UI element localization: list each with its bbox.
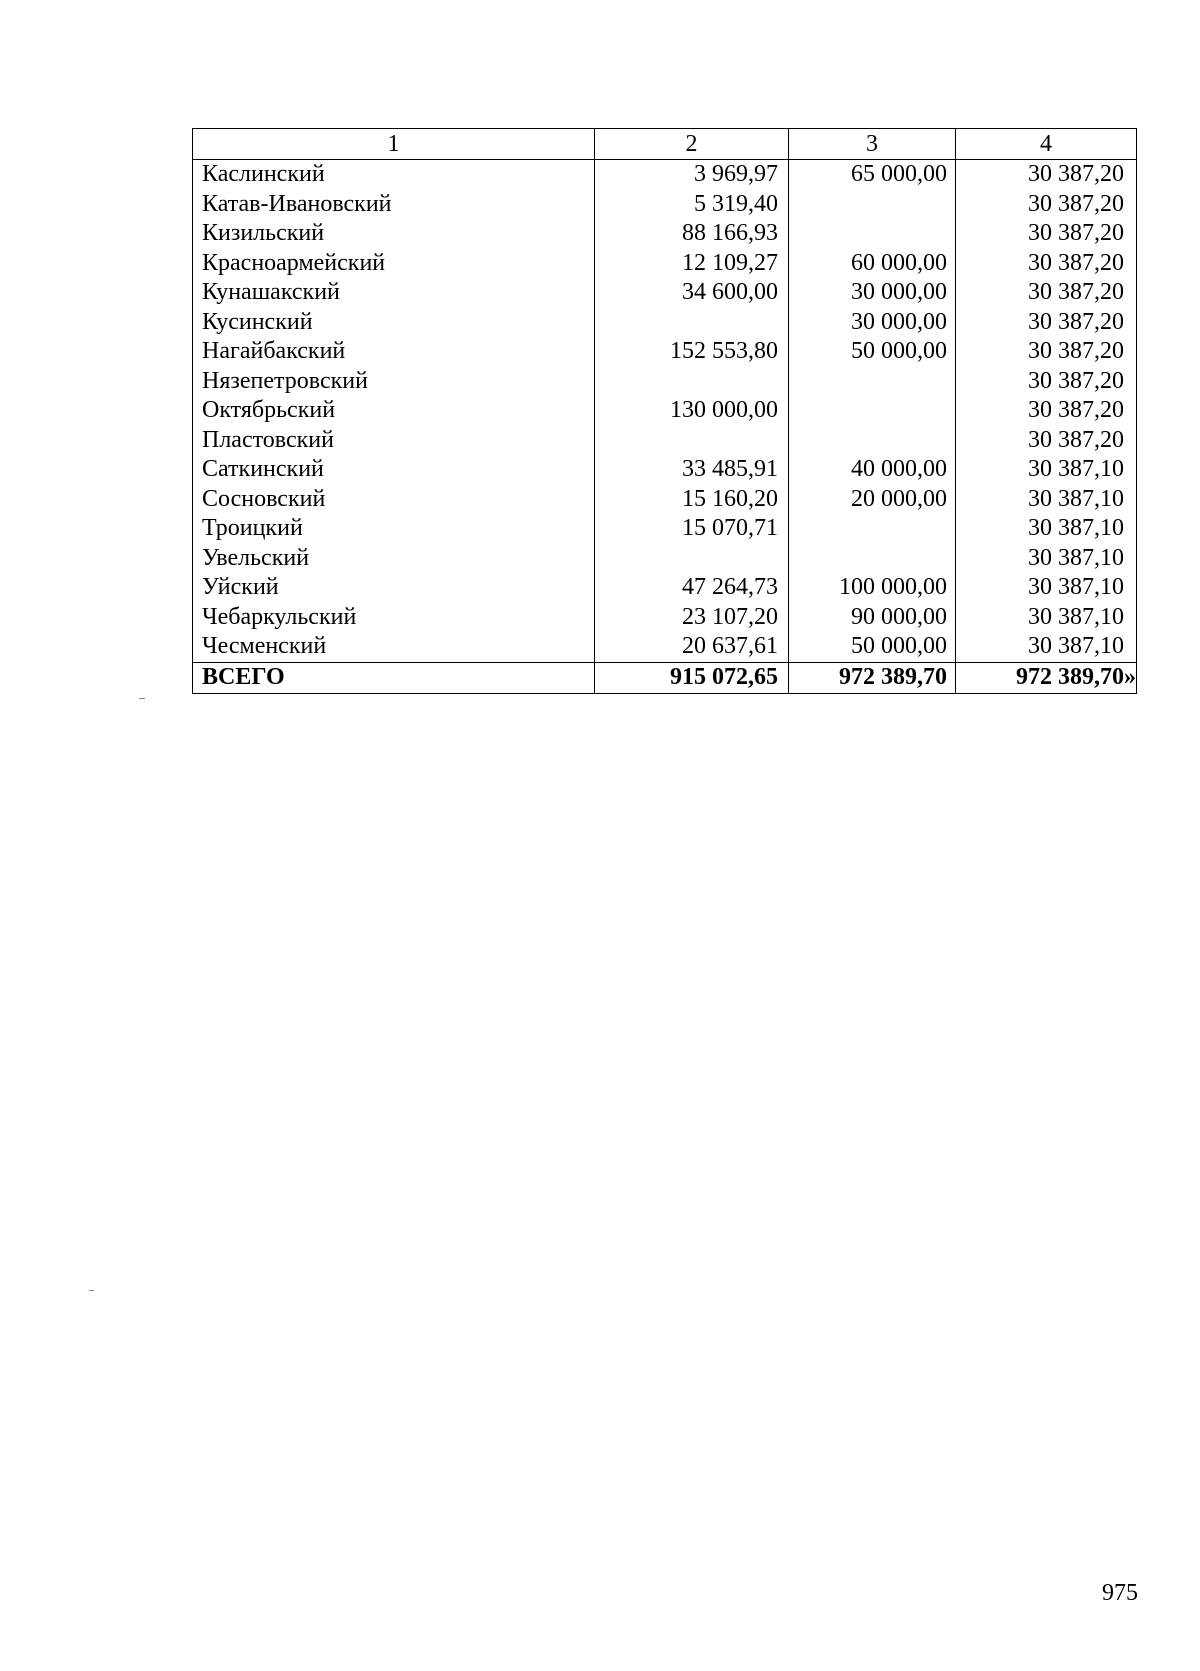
cell-col-3: 30 000,00 xyxy=(789,308,956,338)
cell-col-2: 3 969,97 xyxy=(595,160,789,190)
cell-district: Нязепетровский xyxy=(193,367,595,397)
cell-col-2: 15 160,20 xyxy=(595,485,789,515)
cell-district: Каслинский xyxy=(193,160,595,190)
cell-col-2: 20 637,61 xyxy=(595,632,789,662)
cell-col-4: 30 387,10 xyxy=(956,573,1137,603)
cell-district: Сосновский xyxy=(193,485,595,515)
table-row xyxy=(193,485,1137,515)
total-row xyxy=(193,662,1137,693)
table-row xyxy=(193,278,1137,308)
cell-col-3 xyxy=(789,544,956,574)
cell-district: ВСЕГО xyxy=(193,662,595,693)
cell-col-3: 60 000,00 xyxy=(789,249,956,279)
cell-col-4: 30 387,10 xyxy=(956,455,1137,485)
cell-col-4: 30 387,10 xyxy=(956,603,1137,633)
cell-district: Кунашакский xyxy=(193,278,595,308)
cell-col-4: 30 387,10 xyxy=(956,632,1137,662)
table-body xyxy=(193,160,1137,694)
header-col-2: 2 xyxy=(595,129,789,160)
table-header xyxy=(193,129,1137,160)
cell-district: Кусинский xyxy=(193,308,595,338)
cell-col-4: 30 387,20 xyxy=(956,190,1137,220)
cell-col-4: 30 387,20 xyxy=(956,367,1137,397)
cell-col-2 xyxy=(595,426,789,456)
table-row xyxy=(193,632,1137,662)
cell-district: Катав-Ивановский xyxy=(193,190,595,220)
cell-col-4: 30 387,10 xyxy=(956,514,1137,544)
cell-col-3 xyxy=(789,190,956,220)
cell-col-3: 972 389,70 xyxy=(789,662,956,693)
table-row xyxy=(193,396,1137,426)
cell-col-3: 40 000,00 xyxy=(789,455,956,485)
cell-col-2 xyxy=(595,544,789,574)
cell-col-4: 30 387,20 xyxy=(956,249,1137,279)
header-row xyxy=(193,129,1137,160)
cell-district: Увельский xyxy=(193,544,595,574)
cell-col-4: 30 387,20 xyxy=(956,278,1137,308)
table-row xyxy=(193,544,1137,574)
cell-col-4: 30 387,10 xyxy=(956,544,1137,574)
scan-speck xyxy=(139,698,145,699)
table-row xyxy=(193,426,1137,456)
cell-col-2: 23 107,20 xyxy=(595,603,789,633)
cell-district: Октябрьский xyxy=(193,396,595,426)
cell-col-3: 50 000,00 xyxy=(789,632,956,662)
table-row xyxy=(193,190,1137,220)
table-row xyxy=(193,603,1137,633)
cell-col-2: 12 109,27 xyxy=(595,249,789,279)
cell-col-3: 20 000,00 xyxy=(789,485,956,515)
cell-col-3: 65 000,00 xyxy=(789,160,956,190)
cell-col-2: 34 600,00 xyxy=(595,278,789,308)
cell-col-3: 100 000,00 xyxy=(789,573,956,603)
cell-district: Пластовский xyxy=(193,426,595,456)
cell-district: Троицкий xyxy=(193,514,595,544)
table-row xyxy=(193,249,1137,279)
cell-col-3 xyxy=(789,426,956,456)
table-row xyxy=(193,160,1137,190)
cell-district: Нагайбакский xyxy=(193,337,595,367)
cell-district: Уйский xyxy=(193,573,595,603)
cell-col-4: 30 387,10 xyxy=(956,485,1137,515)
cell-col-2: 88 166,93 xyxy=(595,219,789,249)
data-table xyxy=(192,128,1137,694)
table-row xyxy=(193,337,1137,367)
cell-col-2: 47 264,73 xyxy=(595,573,789,603)
cell-col-2: 5 319,40 xyxy=(595,190,789,220)
table-row xyxy=(193,573,1137,603)
cell-district: Кизильский xyxy=(193,219,595,249)
cell-col-3: 50 000,00 xyxy=(789,337,956,367)
table-row xyxy=(193,219,1137,249)
cell-district: Саткинский xyxy=(193,455,595,485)
cell-col-3 xyxy=(789,367,956,397)
cell-col-2: 130 000,00 xyxy=(595,396,789,426)
cell-col-2 xyxy=(595,367,789,397)
cell-col-3: 30 000,00 xyxy=(789,278,956,308)
page-number: 975 xyxy=(1102,1580,1138,1606)
table-row xyxy=(193,367,1137,397)
header-col-3: 3 xyxy=(789,129,956,160)
cell-district: Чебаркульский xyxy=(193,603,595,633)
cell-col-2: 152 553,80 xyxy=(595,337,789,367)
header-col-4: 4 xyxy=(956,129,1137,160)
cell-col-4: 30 387,20 xyxy=(956,337,1137,367)
cell-col-4: 30 387,20 xyxy=(956,426,1137,456)
cell-col-2: 915 072,65 xyxy=(595,662,789,693)
cell-col-4: 30 387,20 xyxy=(956,219,1137,249)
cell-col-4: 30 387,20 xyxy=(956,160,1137,190)
cell-col-2: 15 070,71 xyxy=(595,514,789,544)
cell-district: Чесменский xyxy=(193,632,595,662)
cell-district: Красноармейский xyxy=(193,249,595,279)
table-row xyxy=(193,308,1137,338)
cell-col-4: 972 389,70» xyxy=(956,662,1137,693)
cell-col-2 xyxy=(595,308,789,338)
table-row xyxy=(193,455,1137,485)
header-col-1: 1 xyxy=(193,129,595,160)
cell-col-4: 30 387,20 xyxy=(956,308,1137,338)
cell-col-3 xyxy=(789,396,956,426)
scan-speck xyxy=(89,1290,94,1291)
cell-col-4: 30 387,20 xyxy=(956,396,1137,426)
cell-col-2: 33 485,91 xyxy=(595,455,789,485)
cell-col-3 xyxy=(789,514,956,544)
table-row xyxy=(193,514,1137,544)
cell-col-3 xyxy=(789,219,956,249)
cell-col-3: 90 000,00 xyxy=(789,603,956,633)
